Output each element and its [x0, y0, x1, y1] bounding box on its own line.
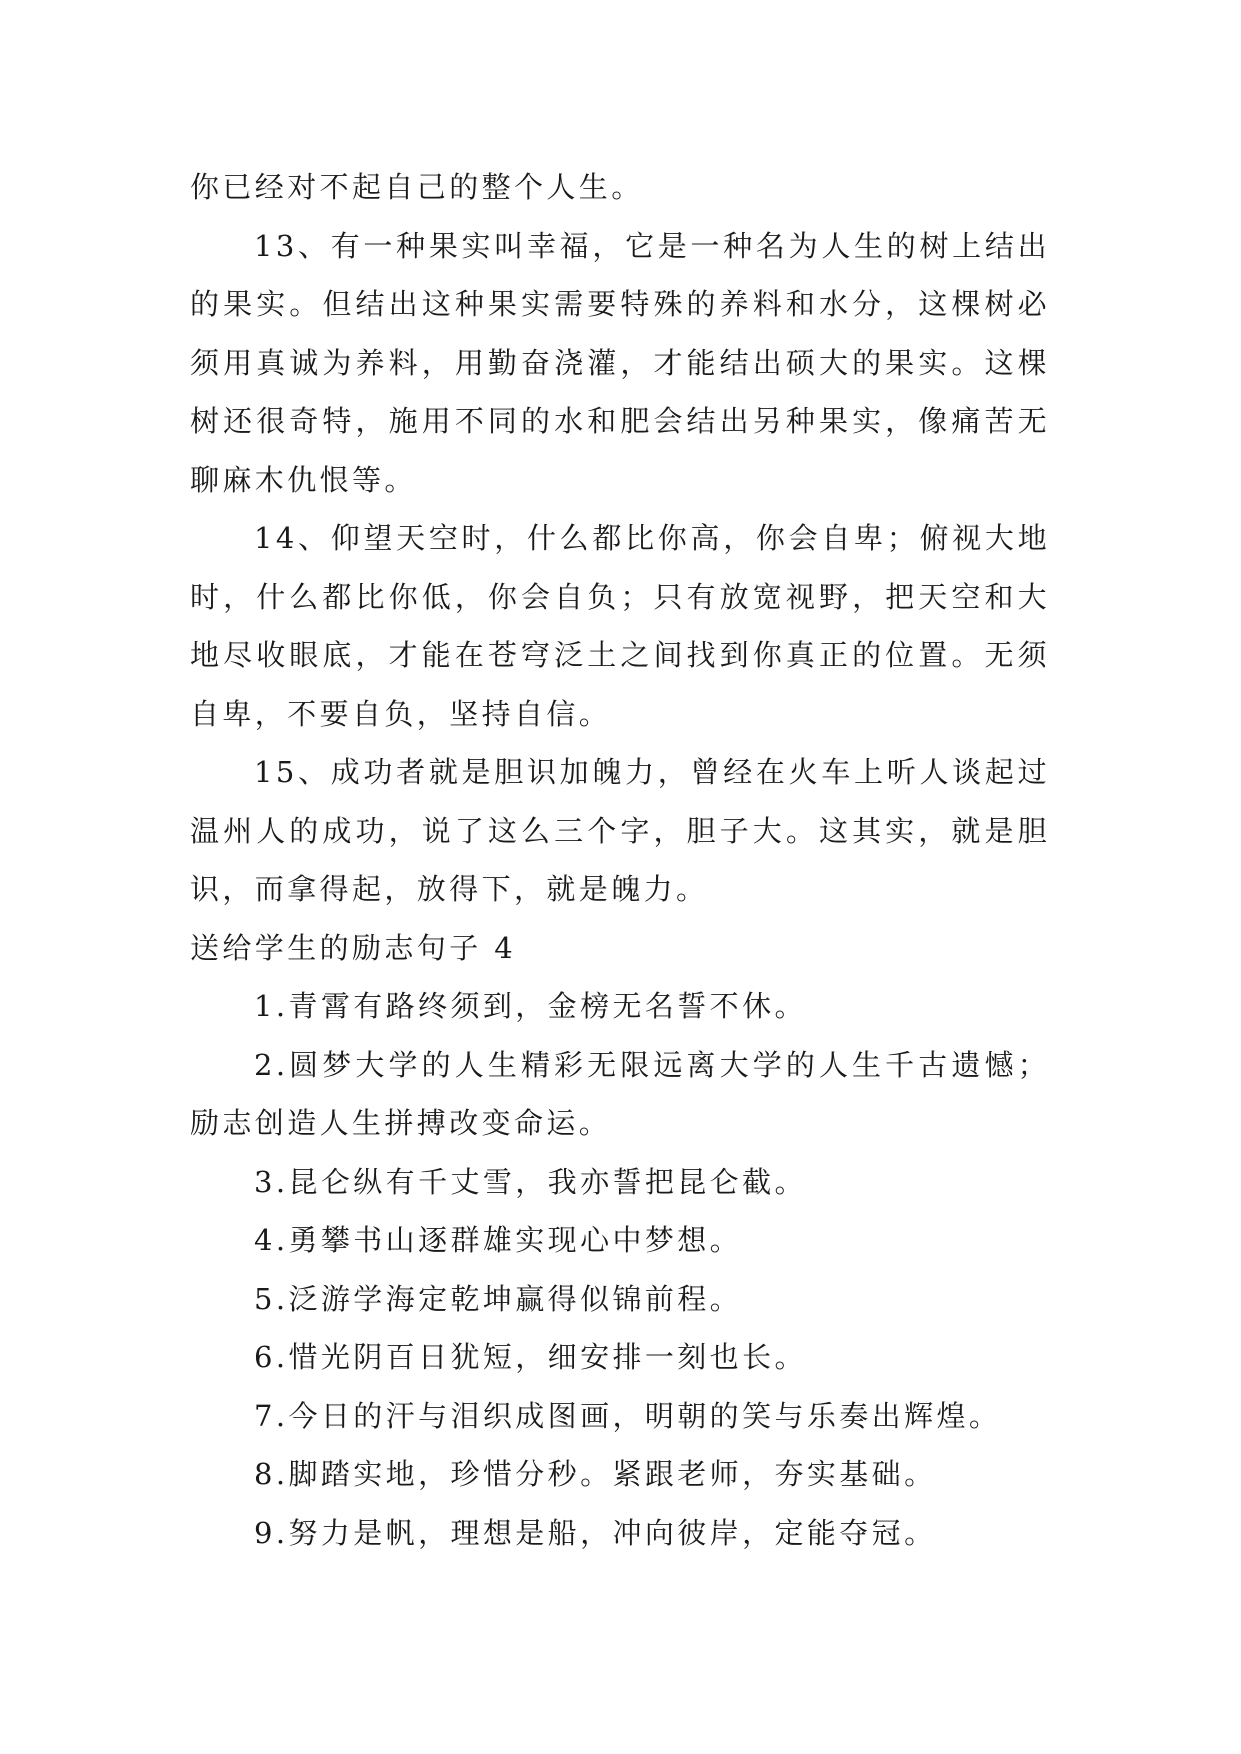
document-page	[190, 158, 1050, 1562]
paragraph-continuation: 你已经对不起自己的整个人生。	[190, 170, 644, 204]
list-item: 3.昆仑纵有千丈雪，我亦誓把昆仑截。	[254, 1164, 807, 1199]
section-heading: 送给学生的励志句子 4	[190, 930, 517, 965]
paragraph-quote-15: 15、成功者就是胆识加魄力，曾经在火车上听人谈起过温州人的成功，说了这么三个字，胆子大。这其实，就是胆识，而拿得起，放得下，就是魄力。	[190, 755, 1050, 906]
list-item: 7.今日的汗与泪织成图画，明朝的笑与乐奏出辉煌。	[254, 1398, 1002, 1433]
list-item: 2.圆梦大学的人生精彩无限远离大学的人生千古遗憾；励志创造人生拼搏改变命运。	[190, 1047, 1050, 1140]
list-item: 8.脚踏实地，珍惜分秒。紧跟老师，夯实基础。	[254, 1457, 937, 1491]
list-item: 1.青霄有路终须到，金榜无名誓不休。	[254, 989, 807, 1023]
list-item: 5.泛游学海定乾坤赢得似锦前程。	[254, 1281, 743, 1316]
list-item: 4.勇攀书山逐群雄实现心中梦想。	[254, 1223, 743, 1257]
paragraph-quote-13: 13、有一种果实叫幸福，它是一种名为人生的树上结出的果实。但结出这种果实需要特殊的养料和水分，这棵树必须用真诚为养料，用勤奋浇灌，才能结出硕大的果实。这棵树还很奇特，施用不同的水和肥会结出另种果实，像痛苦无聊麻木仇恨等。	[190, 228, 1050, 497]
list-item: 9.努力是帆，理想是船，冲向彼岸，定能夺冠。	[254, 1515, 937, 1550]
list-item: 6.惜光阴百日犹短，细安排一刻也长。	[254, 1340, 807, 1374]
paragraph-quote-14: 14、仰望天空时，什么都比你高，你会自卑；俯视大地时，什么都比你低，你会自负；只有放宽视野，把天空和大地尽收眼底，才能在苍穹泛土之间找到你真正的位置。无须自卑，不要自负，坚持自信。	[190, 521, 1050, 731]
